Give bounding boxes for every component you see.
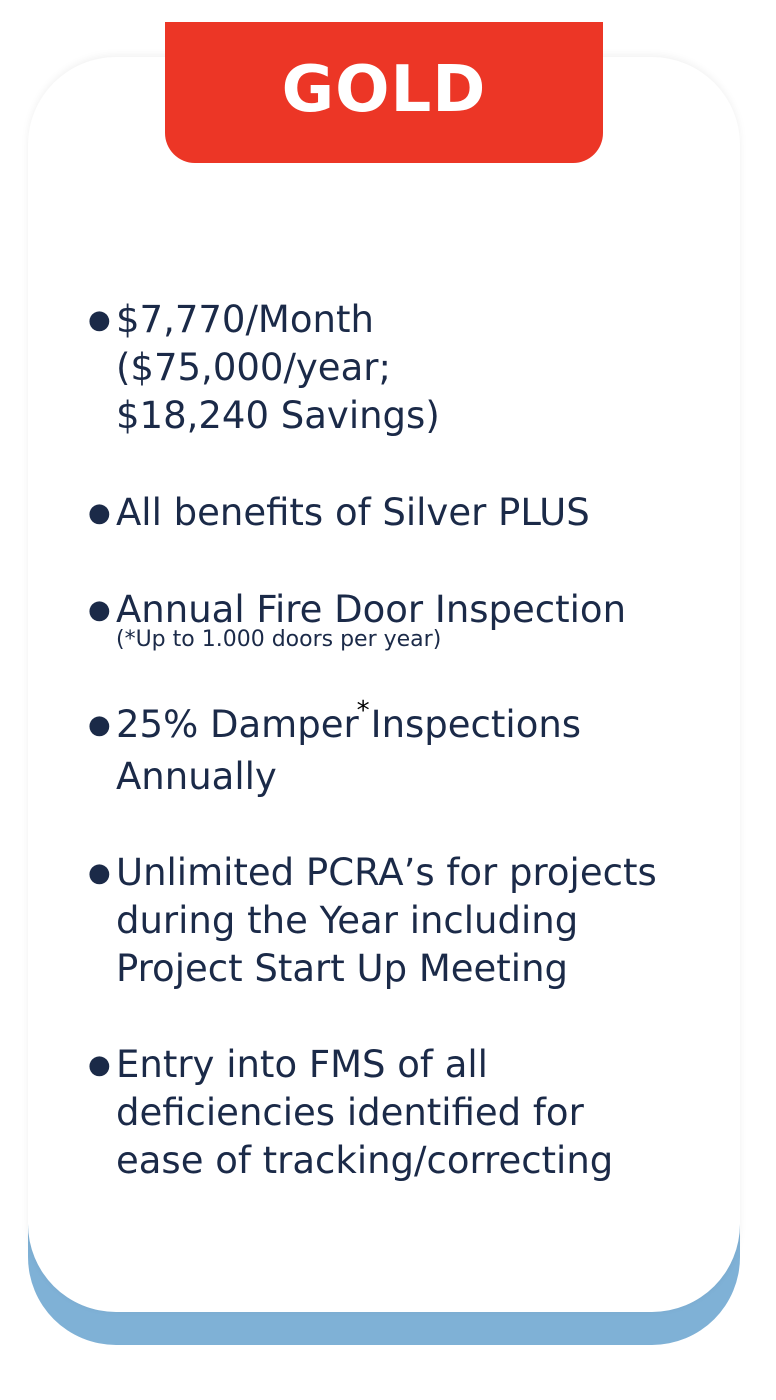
benefit-item-price [88,296,728,440]
asterisk-mark: * [356,696,370,726]
benefit-line: deficiencies identified for [116,1091,584,1134]
benefit-line: Entry into FMS of all [116,1043,488,1086]
benefit-item-fire-door [88,586,728,652]
benefit-line: All benefits of Silver PLUS [116,491,590,534]
benefit-line: ease of tracking/correcting [116,1139,614,1182]
benefit-line: Project Start Up Meeting [116,947,569,990]
bullet-icon: ● [88,710,111,740]
benefit-text: 25% Damper [116,703,359,746]
tier-header [165,22,603,163]
benefit-line: $18,240 Savings) [116,394,440,437]
benefit-line: ($75,000/year; [116,346,391,389]
bullet-icon: ● [88,1050,111,1080]
benefit-item-silver [88,489,728,537]
benefit-item-pcra [88,849,728,993]
benefit-line: Unlimited PCRA’s for projects [116,851,657,894]
benefit-text: Inspections [370,703,582,746]
benefit-line: $7,770/Month [116,298,374,341]
tier-title: GOLD [281,52,487,127]
benefit-line: during the Year including [116,899,579,942]
bullet-icon: ● [88,305,111,335]
benefit-note: (*Up to 1.000 doors per year) [116,627,442,652]
benefit-item-fms [88,1041,728,1185]
bullet-icon: ● [88,858,111,888]
bullet-icon: ● [88,595,111,625]
benefit-line [116,696,728,753]
benefit-list [88,296,728,1185]
bullet-icon: ● [88,498,111,528]
benefit-item-damper [88,696,728,801]
benefit-line: Annual Fire Door Inspection [116,588,627,631]
benefit-line: Annually [116,755,277,798]
